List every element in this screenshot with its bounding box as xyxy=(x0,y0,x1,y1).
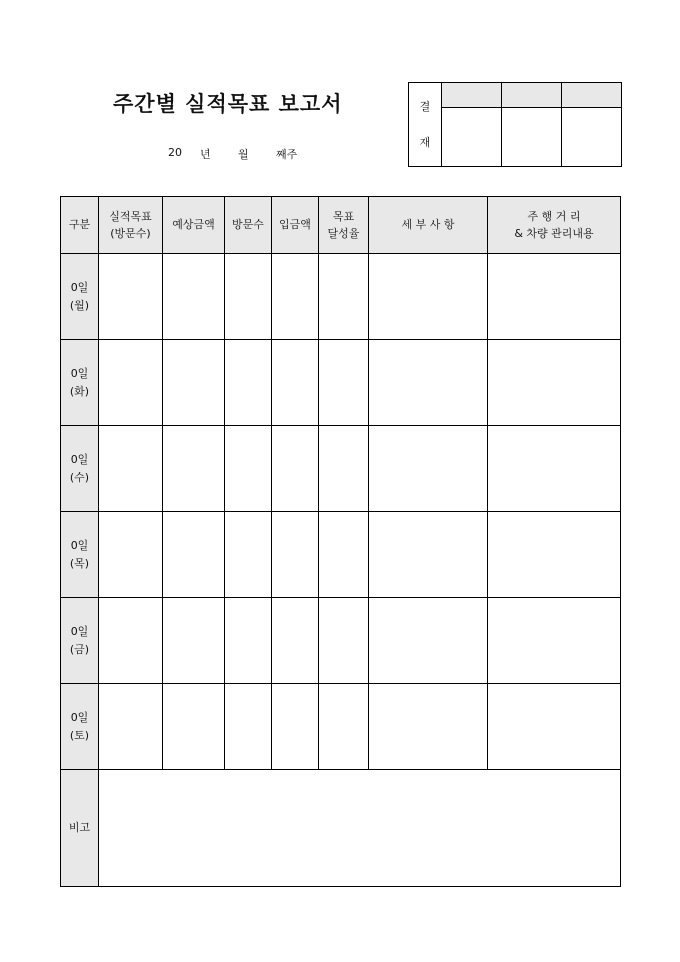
cell-expected-amount[interactable] xyxy=(163,426,225,512)
approval-label: 결 재 xyxy=(409,83,442,167)
cell-details[interactable] xyxy=(369,684,488,770)
header-goal-rate: 목표 달성율 xyxy=(319,197,369,254)
approval-sign-header xyxy=(442,83,502,108)
year-suffix: 년 xyxy=(200,148,211,161)
cell-visits[interactable] xyxy=(225,254,272,340)
cell-expected-amount[interactable] xyxy=(163,684,225,770)
cell-details[interactable] xyxy=(369,254,488,340)
cell-deposit[interactable] xyxy=(272,512,319,598)
cell-deposit[interactable] xyxy=(272,598,319,684)
header-expected-amount: 예상금액 xyxy=(163,197,225,254)
week-label: 째주 xyxy=(276,148,298,161)
cell-visits[interactable] xyxy=(225,598,272,684)
remarks-label: 비고 xyxy=(61,770,99,887)
cell-details[interactable] xyxy=(369,598,488,684)
cell-deposit[interactable] xyxy=(272,426,319,512)
day-label: 0일 (화) xyxy=(61,340,99,426)
cell-expected-amount[interactable] xyxy=(163,512,225,598)
cell-target[interactable] xyxy=(99,426,163,512)
day-label: 0일 (수) xyxy=(61,426,99,512)
header-mileage: 주 행 거 리 & 차량 관리내용 xyxy=(488,197,621,254)
cell-expected-amount[interactable] xyxy=(163,340,225,426)
approval-sign-header xyxy=(502,83,562,108)
cell-deposit[interactable] xyxy=(272,684,319,770)
cell-mileage[interactable] xyxy=(488,598,621,684)
cell-mileage[interactable] xyxy=(488,426,621,512)
cell-visits[interactable] xyxy=(225,512,272,598)
year-prefix: 20 xyxy=(168,146,182,159)
approval-box xyxy=(408,82,622,167)
cell-visits[interactable] xyxy=(225,684,272,770)
cell-details[interactable] xyxy=(369,512,488,598)
cell-mileage[interactable] xyxy=(488,254,621,340)
cell-goal-rate[interactable] xyxy=(319,512,369,598)
cell-visits[interactable] xyxy=(225,340,272,426)
day-label: 0일 (월) xyxy=(61,254,99,340)
header-target: 실적목표 (방문수) xyxy=(99,197,163,254)
cell-expected-amount[interactable] xyxy=(163,598,225,684)
remarks-row xyxy=(61,770,621,887)
approval-sign-cell[interactable] xyxy=(502,108,562,167)
header-category: 구분 xyxy=(61,197,99,254)
header-details: 세 부 사 항 xyxy=(369,197,488,254)
header-deposit: 입금액 xyxy=(272,197,319,254)
day-label: 0일 (목) xyxy=(61,512,99,598)
day-label: 0일 (토) xyxy=(61,684,99,770)
table-header-row xyxy=(61,197,621,254)
cell-details[interactable] xyxy=(369,340,488,426)
cell-mileage[interactable] xyxy=(488,512,621,598)
cell-expected-amount[interactable] xyxy=(163,254,225,340)
cell-goal-rate[interactable] xyxy=(319,598,369,684)
cell-goal-rate[interactable] xyxy=(319,684,369,770)
weekly-report-table xyxy=(60,196,621,887)
cell-deposit[interactable] xyxy=(272,254,319,340)
cell-deposit[interactable] xyxy=(272,340,319,426)
cell-target[interactable] xyxy=(99,512,163,598)
table-row xyxy=(61,512,621,598)
cell-mileage[interactable] xyxy=(488,340,621,426)
table-row xyxy=(61,598,621,684)
cell-target[interactable] xyxy=(99,598,163,684)
cell-goal-rate[interactable] xyxy=(319,254,369,340)
cell-target[interactable] xyxy=(99,254,163,340)
cell-goal-rate[interactable] xyxy=(319,426,369,512)
approval-sign-header xyxy=(562,83,622,108)
cell-visits[interactable] xyxy=(225,426,272,512)
approval-sign-cell[interactable] xyxy=(442,108,502,167)
table-row xyxy=(61,340,621,426)
table-row xyxy=(61,684,621,770)
month-label: 월 xyxy=(238,148,249,161)
day-label: 0일 (금) xyxy=(61,598,99,684)
page-title: 주간별 실적목표 보고서 xyxy=(113,91,343,116)
cell-mileage[interactable] xyxy=(488,684,621,770)
remarks-cell[interactable] xyxy=(99,770,621,887)
cell-goal-rate[interactable] xyxy=(319,340,369,426)
table-row xyxy=(61,254,621,340)
cell-target[interactable] xyxy=(99,684,163,770)
cell-target[interactable] xyxy=(99,340,163,426)
approval-sign-cell[interactable] xyxy=(562,108,622,167)
table-row xyxy=(61,426,621,512)
header-visits: 방문수 xyxy=(225,197,272,254)
cell-details[interactable] xyxy=(369,426,488,512)
